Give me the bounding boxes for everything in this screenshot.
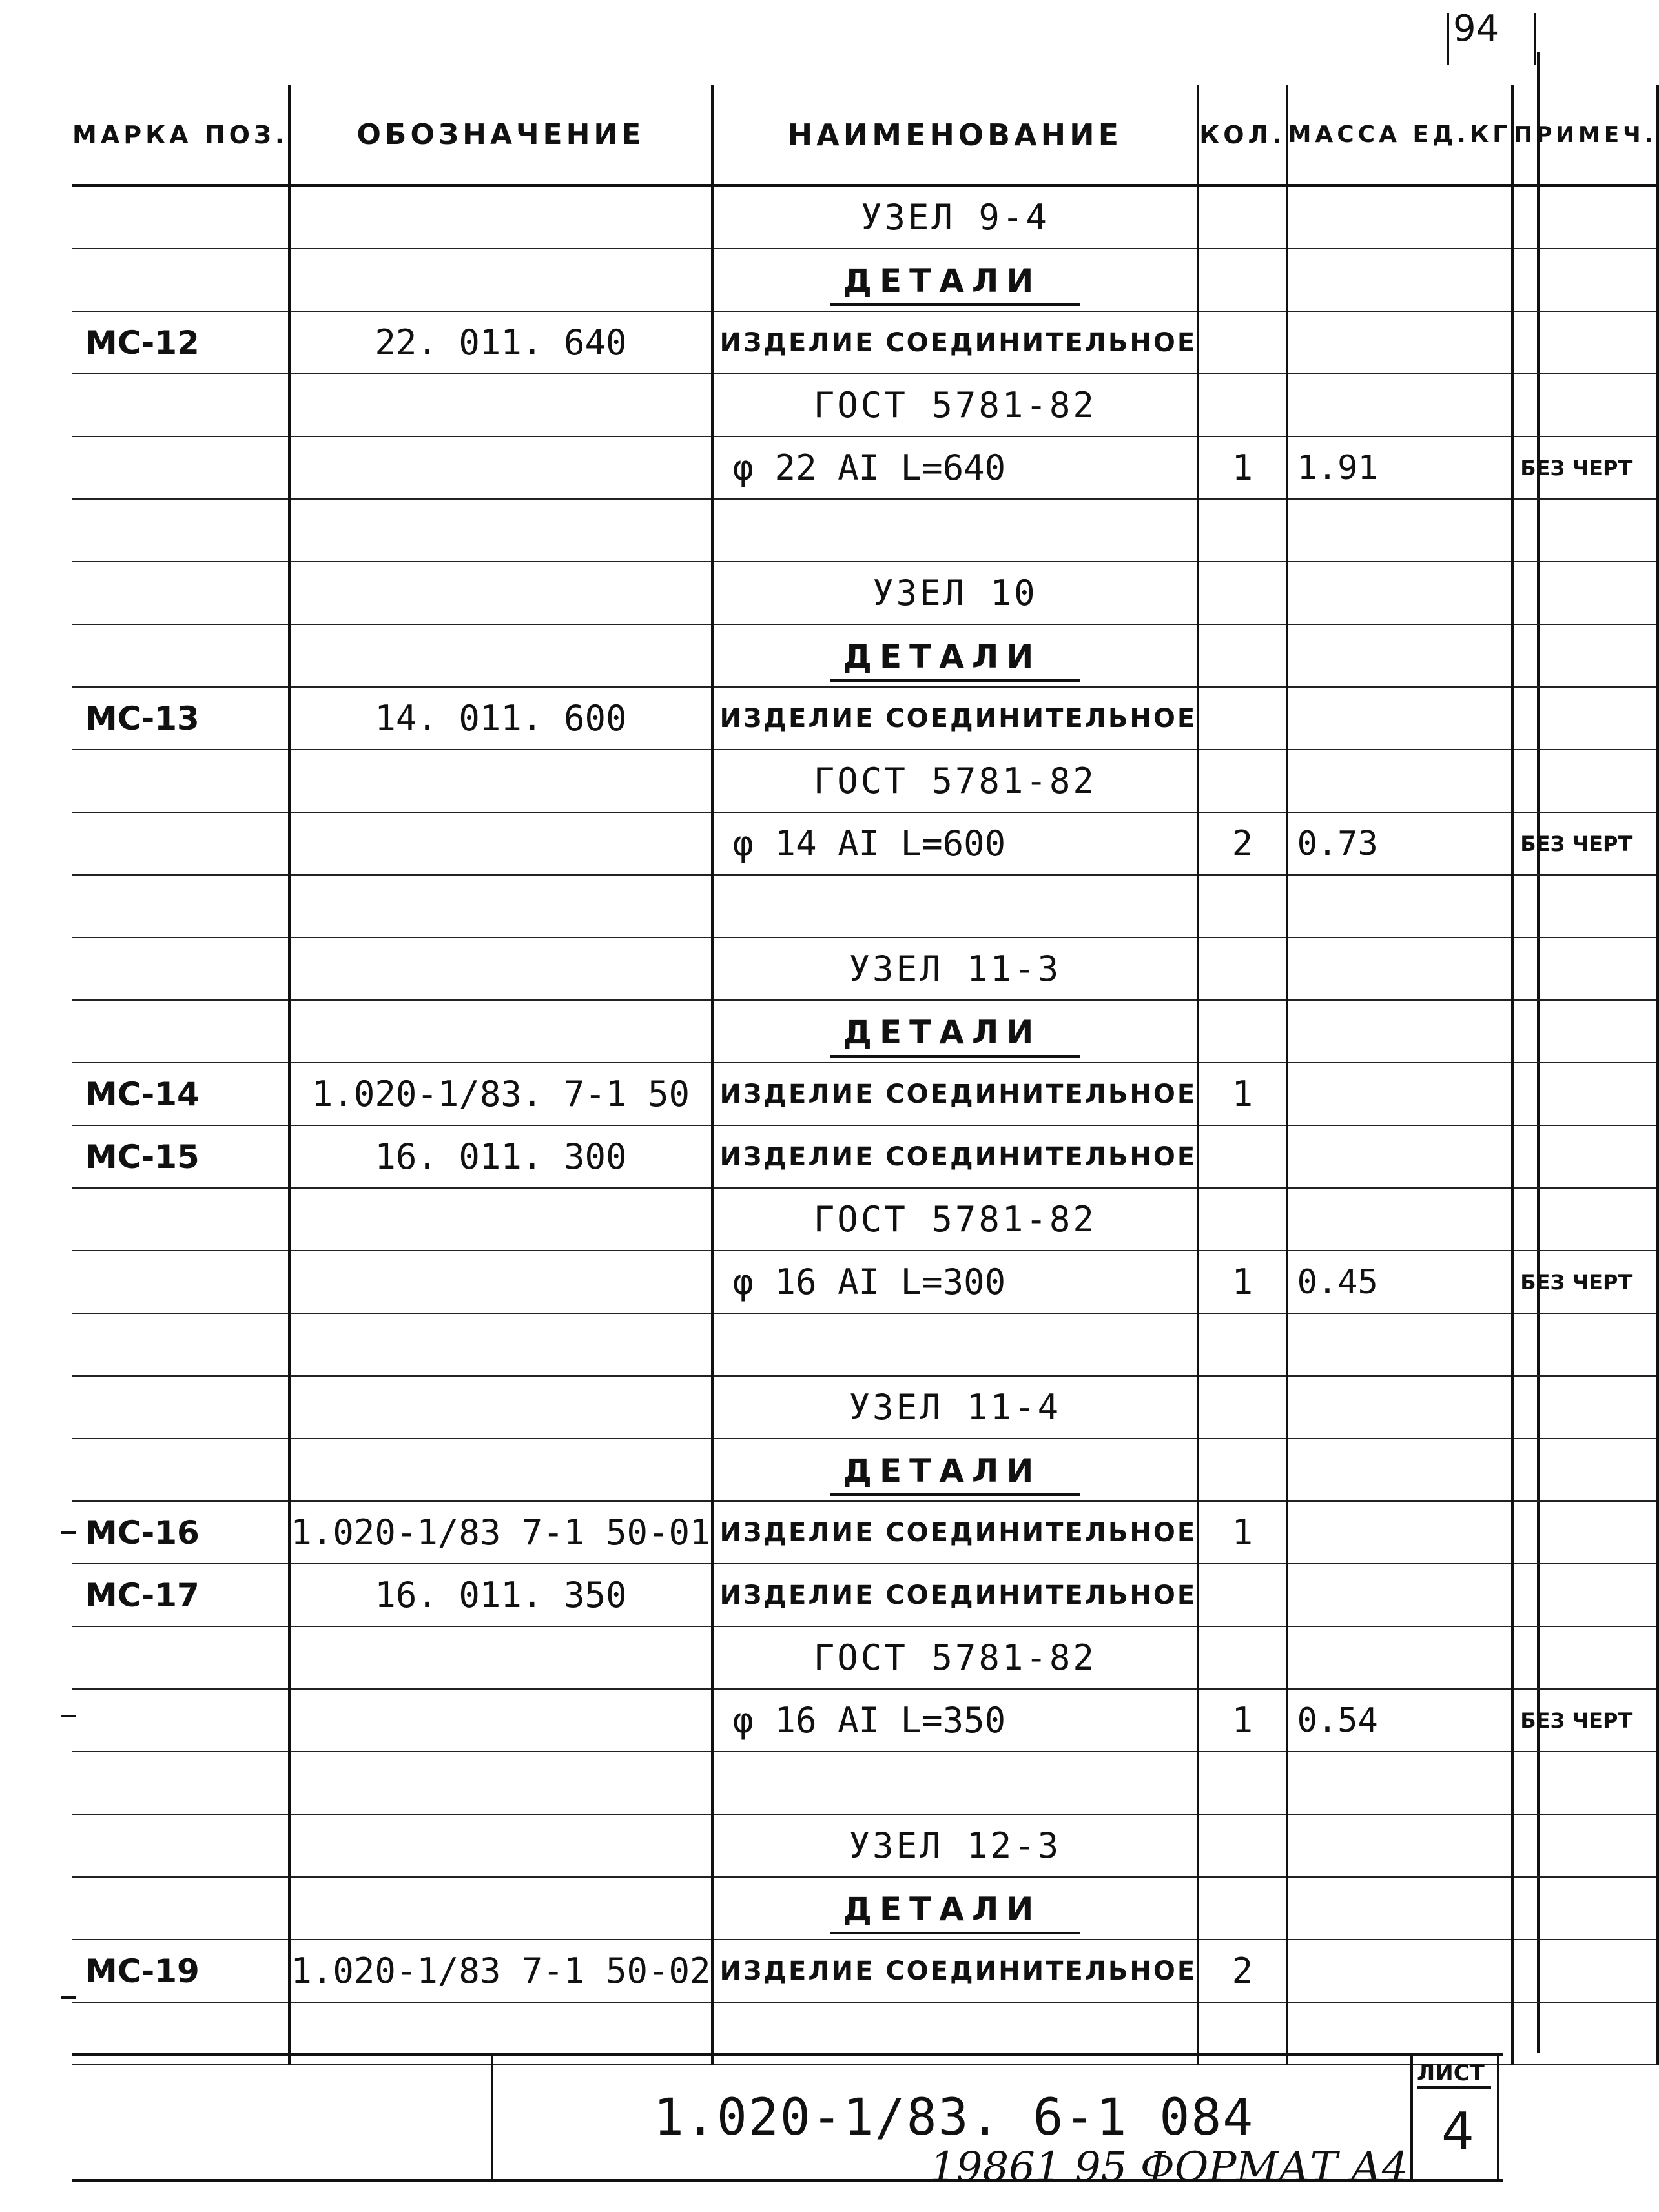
cell-designation [289, 1000, 712, 1063]
table-row [72, 1313, 1658, 1376]
cell-designation [289, 249, 712, 311]
page-number-rule [1534, 13, 1536, 65]
cell-designation [289, 624, 712, 687]
cell-designation: 1.020-1/83. 7-1 50 [289, 1063, 712, 1125]
cell-mass [1287, 374, 1513, 436]
cell-note: БЕЗ ЧЕРТ [1512, 812, 1658, 875]
cell-qty [1198, 937, 1286, 1000]
cell-mass [1287, 562, 1513, 624]
sheet-box [1410, 2056, 1499, 2179]
cell-mass [1287, 624, 1513, 687]
section-heading: ДЕТАЛИ [830, 1014, 1080, 1058]
cell-designation [289, 1814, 712, 1877]
table-row [72, 562, 1658, 624]
cell-note [1512, 1376, 1658, 1439]
cell-qty [1198, 1626, 1286, 1689]
title-block-divider [491, 2056, 493, 2179]
cell-qty [1198, 875, 1286, 937]
specification-table [72, 85, 1659, 2065]
cell-mass [1287, 1376, 1513, 1439]
cell-qty [1198, 499, 1286, 562]
cell-note [1512, 499, 1658, 562]
section-heading: ДЕТАЛИ [830, 1890, 1080, 1934]
margin-tick [61, 1996, 76, 1999]
table-row [72, 249, 1658, 311]
cell-designation: 14. 011. 600 [289, 687, 712, 750]
cell-mark [72, 937, 289, 1000]
cell-note: БЕЗ ЧЕРТ [1512, 436, 1658, 499]
cell-mark [72, 562, 289, 624]
table-row [72, 1877, 1658, 1940]
cell-qty [1198, 624, 1286, 687]
cell-qty [1198, 1125, 1286, 1188]
cell-mass [1287, 1439, 1513, 1501]
cell-mass [1287, 1000, 1513, 1063]
cell-name: УЗЕЛ 9-4 [712, 185, 1199, 249]
table-row [72, 185, 1658, 249]
table-row [72, 1689, 1658, 1752]
cell-mark [72, 1814, 289, 1877]
table-row [72, 875, 1658, 937]
cell-note [1512, 624, 1658, 687]
cell-note [1512, 937, 1658, 1000]
cell-name: ГОСТ 5781-82 [712, 750, 1199, 812]
cell-designation: 16. 011. 350 [289, 1564, 712, 1626]
cell-qty [1198, 185, 1286, 249]
table-row [72, 1814, 1658, 1877]
cell-mark: МС-17 [72, 1564, 289, 1626]
cell-mark [72, 1439, 289, 1501]
table-row [72, 750, 1658, 812]
cell-qty [1198, 1564, 1286, 1626]
cell-note [1512, 1125, 1658, 1188]
header-name: НАИМЕНОВАНИЕ [712, 85, 1199, 185]
cell-mark: МС-19 [72, 1940, 289, 2002]
cell-note [1512, 1188, 1658, 1251]
cell-name: φ 22 АI L=640 [712, 436, 1199, 499]
cell-qty: 2 [1198, 812, 1286, 875]
cell-mass: 0.54 [1287, 1689, 1513, 1752]
cell-name [712, 249, 1199, 311]
cell-qty [1198, 1313, 1286, 1376]
cell-note [1512, 562, 1658, 624]
cell-name: ИЗДЕЛИЕ СОЕДИНИТЕЛЬНОЕ [712, 687, 1199, 750]
cell-qty [1198, 1000, 1286, 1063]
cell-mass: 0.73 [1287, 812, 1513, 875]
section-heading: ДЕТАЛИ [830, 638, 1080, 682]
cell-mark [72, 1752, 289, 1814]
cell-mark [72, 499, 289, 562]
cell-designation [289, 1877, 712, 1940]
cell-mass: 0.45 [1287, 1251, 1513, 1313]
cell-designation: 1.020-1/83 7-1 50-02 [289, 1940, 712, 2002]
cell-mass [1287, 750, 1513, 812]
section-heading: ДЕТАЛИ [830, 1452, 1080, 1496]
margin-tick [61, 1715, 76, 1717]
sheet-number: 4 [1441, 2102, 1474, 2162]
footer-format: 19861 95 ФОРМАТ А4 [930, 2144, 1408, 2191]
cell-note: БЕЗ ЧЕРТ [1512, 1251, 1658, 1313]
section-heading: ДЕТАЛИ [830, 262, 1080, 306]
cell-name: ГОСТ 5781-82 [712, 374, 1199, 436]
table-row [72, 374, 1658, 436]
cell-name [712, 875, 1199, 937]
cell-mark [72, 624, 289, 687]
cell-mass [1287, 1752, 1513, 1814]
table-row [72, 1439, 1658, 1501]
cell-qty: 1 [1198, 1689, 1286, 1752]
cell-designation [289, 436, 712, 499]
cell-qty [1198, 687, 1286, 750]
cell-mark [72, 249, 289, 311]
cell-name: φ 16 АI L=350 [712, 1689, 1199, 1752]
cell-note [1512, 249, 1658, 311]
cell-mass: 1.91 [1287, 436, 1513, 499]
cell-name: ИЗДЕЛИЕ СОЕДИНИТЕЛЬНОЕ [712, 1063, 1199, 1125]
cell-qty: 1 [1198, 1063, 1286, 1125]
cell-designation [289, 875, 712, 937]
cell-qty: 1 [1198, 1251, 1286, 1313]
cell-mass [1287, 1564, 1513, 1626]
table-row [72, 624, 1658, 687]
cell-name: φ 14 АI L=600 [712, 812, 1199, 875]
cell-qty [1198, 1376, 1286, 1439]
cell-qty: 1 [1198, 436, 1286, 499]
cell-mark [72, 1689, 289, 1752]
cell-mass [1287, 1940, 1513, 2002]
cell-mass [1287, 1125, 1513, 1188]
margin-tick [61, 1531, 76, 1534]
page-number-rule [1447, 13, 1449, 65]
cell-mass [1287, 311, 1513, 374]
cell-mass [1287, 1501, 1513, 1564]
cell-designation: 1.020-1/83 7-1 50-01 [289, 1501, 712, 1564]
table-row [72, 1752, 1658, 1814]
cell-qty: 2 [1198, 1940, 1286, 2002]
cell-mark [72, 1188, 289, 1251]
cell-qty [1198, 1439, 1286, 1501]
cell-designation: 16. 011. 300 [289, 1125, 712, 1188]
cell-designation: 22. 011. 640 [289, 311, 712, 374]
cell-qty [1198, 311, 1286, 374]
header-note: ПРИМЕЧ. [1512, 85, 1658, 185]
cell-mass [1287, 1313, 1513, 1376]
cell-mark: МС-16 [72, 1501, 289, 1564]
cell-name: φ 16 АI L=300 [712, 1251, 1199, 1313]
cell-mark [72, 812, 289, 875]
cell-designation [289, 812, 712, 875]
table-row [72, 1063, 1658, 1125]
cell-qty [1198, 1752, 1286, 1814]
cell-note: БЕЗ ЧЕРТ [1512, 1689, 1658, 1752]
cell-name [712, 1000, 1199, 1063]
cell-name: УЗЕЛ 11-4 [712, 1376, 1199, 1439]
cell-designation [289, 1313, 712, 1376]
cell-name: ГОСТ 5781-82 [712, 1188, 1199, 1251]
cell-mass [1287, 875, 1513, 937]
cell-note [1512, 750, 1658, 812]
cell-mass [1287, 499, 1513, 562]
cell-designation [289, 750, 712, 812]
cell-designation [289, 374, 712, 436]
table-row [72, 311, 1658, 374]
table-row [72, 1626, 1658, 1689]
cell-mark [72, 750, 289, 812]
cell-designation [289, 1626, 712, 1689]
cell-mark [72, 875, 289, 937]
cell-qty [1198, 750, 1286, 812]
cell-mark: МС-12 [72, 311, 289, 374]
table-row [72, 1000, 1658, 1063]
cell-mark: МС-14 [72, 1063, 289, 1125]
table-row [72, 687, 1658, 750]
table-row [72, 436, 1658, 499]
cell-note [1512, 374, 1658, 436]
cell-note [1512, 1752, 1658, 1814]
cell-mass [1287, 1626, 1513, 1689]
table-row [72, 1251, 1658, 1313]
cell-qty [1198, 1188, 1286, 1251]
cell-qty [1198, 1814, 1286, 1877]
cell-mark [72, 436, 289, 499]
table-body [72, 185, 1658, 2065]
cell-name: УЗЕЛ 12-3 [712, 1814, 1199, 1877]
cell-designation [289, 499, 712, 562]
cell-mark [72, 1626, 289, 1689]
table-row [72, 1188, 1658, 1251]
table-row [72, 1940, 1658, 2002]
cell-note [1512, 2002, 1658, 2065]
header-quantity: КОЛ. [1198, 85, 1286, 185]
cell-note [1512, 185, 1658, 249]
cell-name: ИЗДЕЛИЕ СОЕДИНИТЕЛЬНОЕ [712, 1940, 1199, 2002]
cell-qty: 1 [1198, 1501, 1286, 1564]
table-row [72, 1501, 1658, 1564]
cell-designation [289, 1251, 712, 1313]
cell-mark [72, 1376, 289, 1439]
cell-mark: МС-15 [72, 1125, 289, 1188]
header-mark: МАРКА ПОЗ. [72, 85, 289, 185]
cell-mark [72, 1877, 289, 1940]
cell-mass [1287, 1063, 1513, 1125]
cell-mark: МС-13 [72, 687, 289, 750]
cell-note [1512, 1063, 1658, 1125]
header-designation: ОБОЗНАЧЕНИЕ [289, 85, 712, 185]
cell-name [712, 1439, 1199, 1501]
table-row [72, 812, 1658, 875]
cell-name: ИЗДЕЛИЕ СОЕДИНИТЕЛЬНОЕ [712, 1501, 1199, 1564]
cell-qty [1198, 562, 1286, 624]
table-row [72, 499, 1658, 562]
cell-designation [289, 1188, 712, 1251]
cell-note [1512, 1313, 1658, 1376]
cell-mark [72, 1313, 289, 1376]
cell-name [712, 499, 1199, 562]
cell-qty [1198, 249, 1286, 311]
cell-name: УЗЕЛ 11-3 [712, 937, 1199, 1000]
cell-name: ИЗДЕЛИЕ СОЕДИНИТЕЛЬНОЕ [712, 1125, 1199, 1188]
cell-note [1512, 687, 1658, 750]
cell-mark [72, 1000, 289, 1063]
cell-mark [72, 374, 289, 436]
cell-note [1512, 1564, 1658, 1626]
cell-name: ИЗДЕЛИЕ СОЕДИНИТЕЛЬНОЕ [712, 311, 1199, 374]
cell-note [1512, 1439, 1658, 1501]
cell-mass [1287, 185, 1513, 249]
cell-name [712, 1877, 1199, 1940]
cell-mark [72, 185, 289, 249]
cell-mass [1287, 249, 1513, 311]
cell-designation [289, 937, 712, 1000]
cell-designation [289, 1439, 712, 1501]
cell-name: ГОСТ 5781-82 [712, 1626, 1199, 1689]
cell-name: УЗЕЛ 10 [712, 562, 1199, 624]
cell-note [1512, 1501, 1658, 1564]
table-row [72, 937, 1658, 1000]
cell-mass [1287, 687, 1513, 750]
cell-designation [289, 1752, 712, 1814]
cell-designation [289, 1376, 712, 1439]
cell-qty [1198, 1877, 1286, 1940]
cell-note [1512, 1000, 1658, 1063]
cell-name: ИЗДЕЛИЕ СОЕДИНИТЕЛЬНОЕ [712, 1564, 1199, 1626]
cell-note [1512, 311, 1658, 374]
cell-designation [289, 1689, 712, 1752]
document-code: 1.020-1/83. 6-1 084 [654, 2089, 1255, 2147]
header-mass: МАССА ЕД.КГ [1287, 85, 1513, 185]
cell-name [712, 1313, 1199, 1376]
cell-mass [1287, 937, 1513, 1000]
cell-designation [289, 185, 712, 249]
table-row [72, 1125, 1658, 1188]
cell-designation [289, 562, 712, 624]
cell-note [1512, 1814, 1658, 1877]
cell-note [1512, 1877, 1658, 1940]
cell-note [1512, 875, 1658, 937]
cell-mark [72, 1251, 289, 1313]
cell-note [1512, 1940, 1658, 2002]
cell-name [712, 624, 1199, 687]
table-header-row [72, 85, 1658, 185]
cell-name [712, 1752, 1199, 1814]
cell-mass [1287, 1877, 1513, 1940]
cell-mass [1287, 1188, 1513, 1251]
cell-note [1512, 1626, 1658, 1689]
cell-mass [1287, 1814, 1513, 1877]
table-row [72, 1564, 1658, 1626]
page-number: 94 [1453, 8, 1499, 50]
cell-qty [1198, 374, 1286, 436]
sheet-label: ЛИСТ [1417, 2060, 1491, 2089]
table-row [72, 1376, 1658, 1439]
